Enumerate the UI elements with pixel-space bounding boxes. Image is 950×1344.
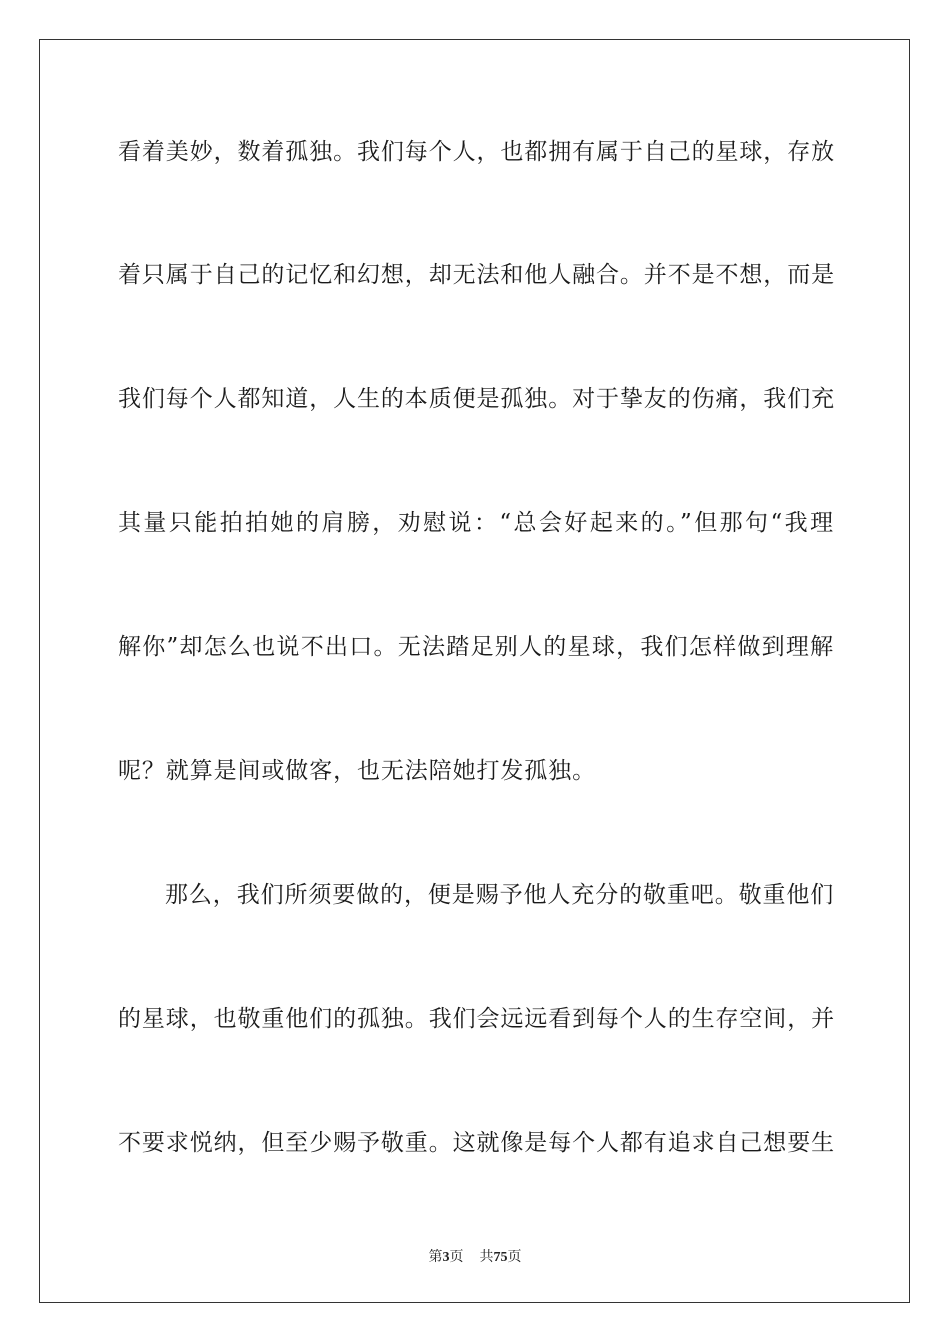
- text-line: 不要求悦纳，但至少赐予敬重。这就像是每个人都有追求自己想要生: [118, 1130, 835, 1156]
- text-line: 解你”却怎么也说不出口。无法踏足别人的星球，我们怎样做到理解: [118, 634, 834, 660]
- page-number: 3: [442, 1250, 450, 1265]
- text-line: 的星球，也敬重他们的孤独。我们会远远看到每个人的生存空间，并: [118, 1006, 835, 1032]
- paragraph-first-line: 那么，我们所须要做的，便是赐予他人充分的敬重吧。敬重他们: [165, 882, 835, 908]
- text-line: 其量只能拍拍她的肩膀，劝慰说：“总会好起来的。”但那句“我理: [118, 510, 834, 536]
- total-prefix: 共: [479, 1249, 494, 1265]
- text-line: 看着美妙，数着孤独。我们每个人，也都拥有属于自己的星球，存放: [118, 139, 835, 165]
- text-line: 我们每个人都知道，人生的本质便是孤独。对于挚友的伤痛，我们充: [118, 386, 835, 412]
- total-pages: 75: [493, 1250, 508, 1265]
- text-line: 呢？就算是间或做客，也无法陪她打发孤独。: [118, 758, 596, 784]
- text-line: 着只属于自己的记忆和幻想，却无法和他人融合。并不是不想，而是: [118, 262, 835, 288]
- total-suffix: 页: [507, 1249, 522, 1265]
- page-suffix: 页: [449, 1249, 464, 1265]
- page-prefix: 第: [428, 1249, 443, 1265]
- page-footer: [0, 1248, 950, 1267]
- page-border: [39, 39, 910, 1303]
